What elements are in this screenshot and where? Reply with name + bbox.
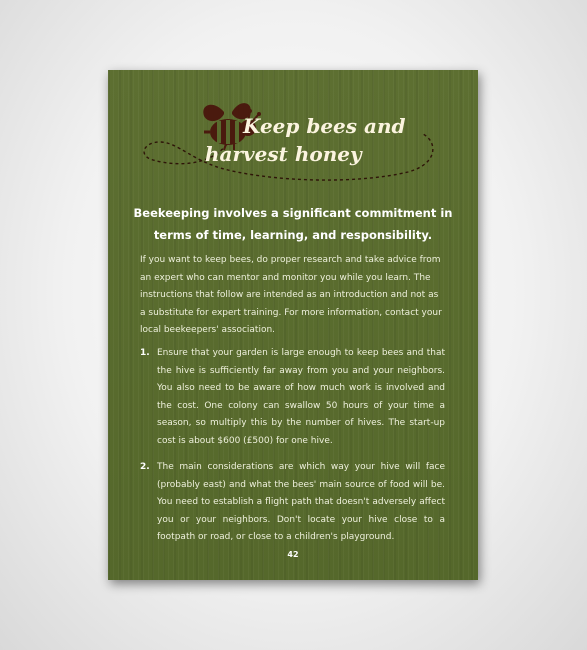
list-item xyxy=(140,459,445,547)
lead-paragraph: Beekeeping involves a significant commitment in terms of time, learning, and responsibility. xyxy=(133,206,453,242)
title-line-1: Keep bees and xyxy=(243,114,406,138)
steps-list xyxy=(140,345,445,556)
intro-paragraph: If you want to keep bees, do proper research and take advice from an expert who can mentor and monitor you while you learn. The instructions that follow are intended as an introduction and not as a substitute for expert training. For more information, contact your local beekeepers' association. xyxy=(140,255,442,335)
step-number: 1. xyxy=(140,348,150,358)
book-page xyxy=(108,70,478,580)
step-text: The main considerations are which way your hive will face (probably east) and what the bees' main source of food will be. You need to establish a flight path that doesn't adversely affect you or your neighbors. Don't locate your hive close to a footpath or road, or close to a children's playground. xyxy=(157,462,445,542)
page-number: 42 xyxy=(287,550,299,559)
page-title xyxy=(205,112,463,168)
step-text: Ensure that your garden is large enough to keep bees and that the hive is sufficiently far away from you and your neighbors. You also need to be aware of how much work is involved and the cost. One colony can swallow 50 hours of your time a season, so multiply this by the number of hives. The start-up cost is about $600 (£500) for one hive. xyxy=(157,348,445,446)
list-item xyxy=(140,345,445,450)
step-number: 2. xyxy=(140,462,150,472)
title-line-2: harvest honey xyxy=(205,142,362,166)
